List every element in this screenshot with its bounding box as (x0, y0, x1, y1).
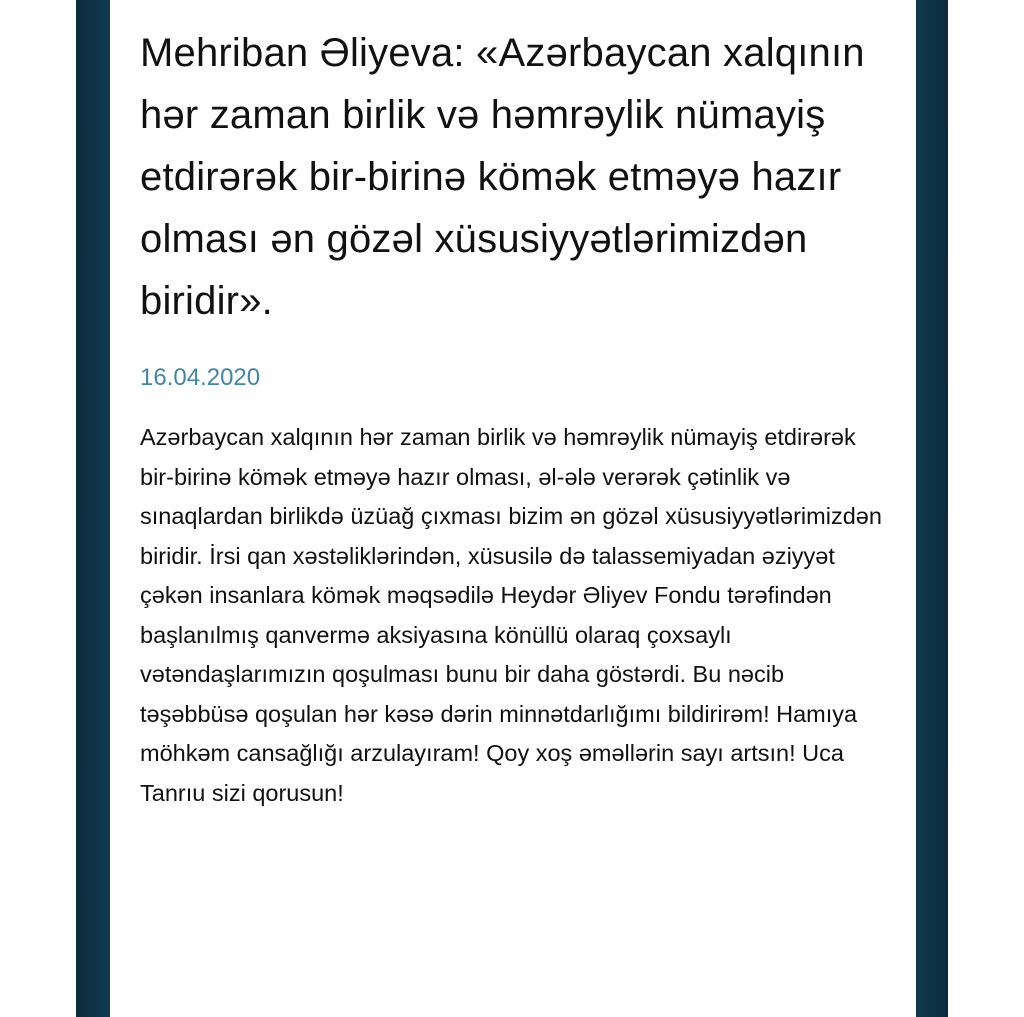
article-date: 16.04.2020 (140, 364, 261, 391)
article-title: Mehriban Əliyeva: «Azərbaycan xalqının hər zaman birlik və həmrəylik nümayiş etdirərək bir-birinə kömək etməyə hazır olması ən gözəl xüsusiyyətlərimizdən biridir». (140, 31, 865, 323)
article-card (110, 0, 916, 1017)
article-body: Azərbaycan xalqının hər zaman birlik və həmrəylik nümayiş etdirərək bir-birinə kömək etməyə hazır olması, əl-ələ verərək çətinlik və sınaqlardan birlikdə üzüağ çıxması bizim ən gözəl xüsusiyyətlərimizdən biridir. İrsi qan xəstəliklərindən, xüsusilə də talassemiyadan əziyyət çəkən insanlara kömək məqsədilə Heydər Əliyev Fondu tərəfindən başlanılmış qanvermə aksiyasına könüllü olaraq çoxsaylı vətəndaşlarımızın qoşulması bunu bir daha göstərdi. Bu nəcib təşəbbüsə qoşulan hər kəsə dərin minnətdarlığımı bildirirəm! Hamıya möhkəm cansağlığı arzulayıram! Qoy xoş əməllərin sayı artsın! Uca Tanrıu sizi qorusun! (140, 424, 882, 806)
